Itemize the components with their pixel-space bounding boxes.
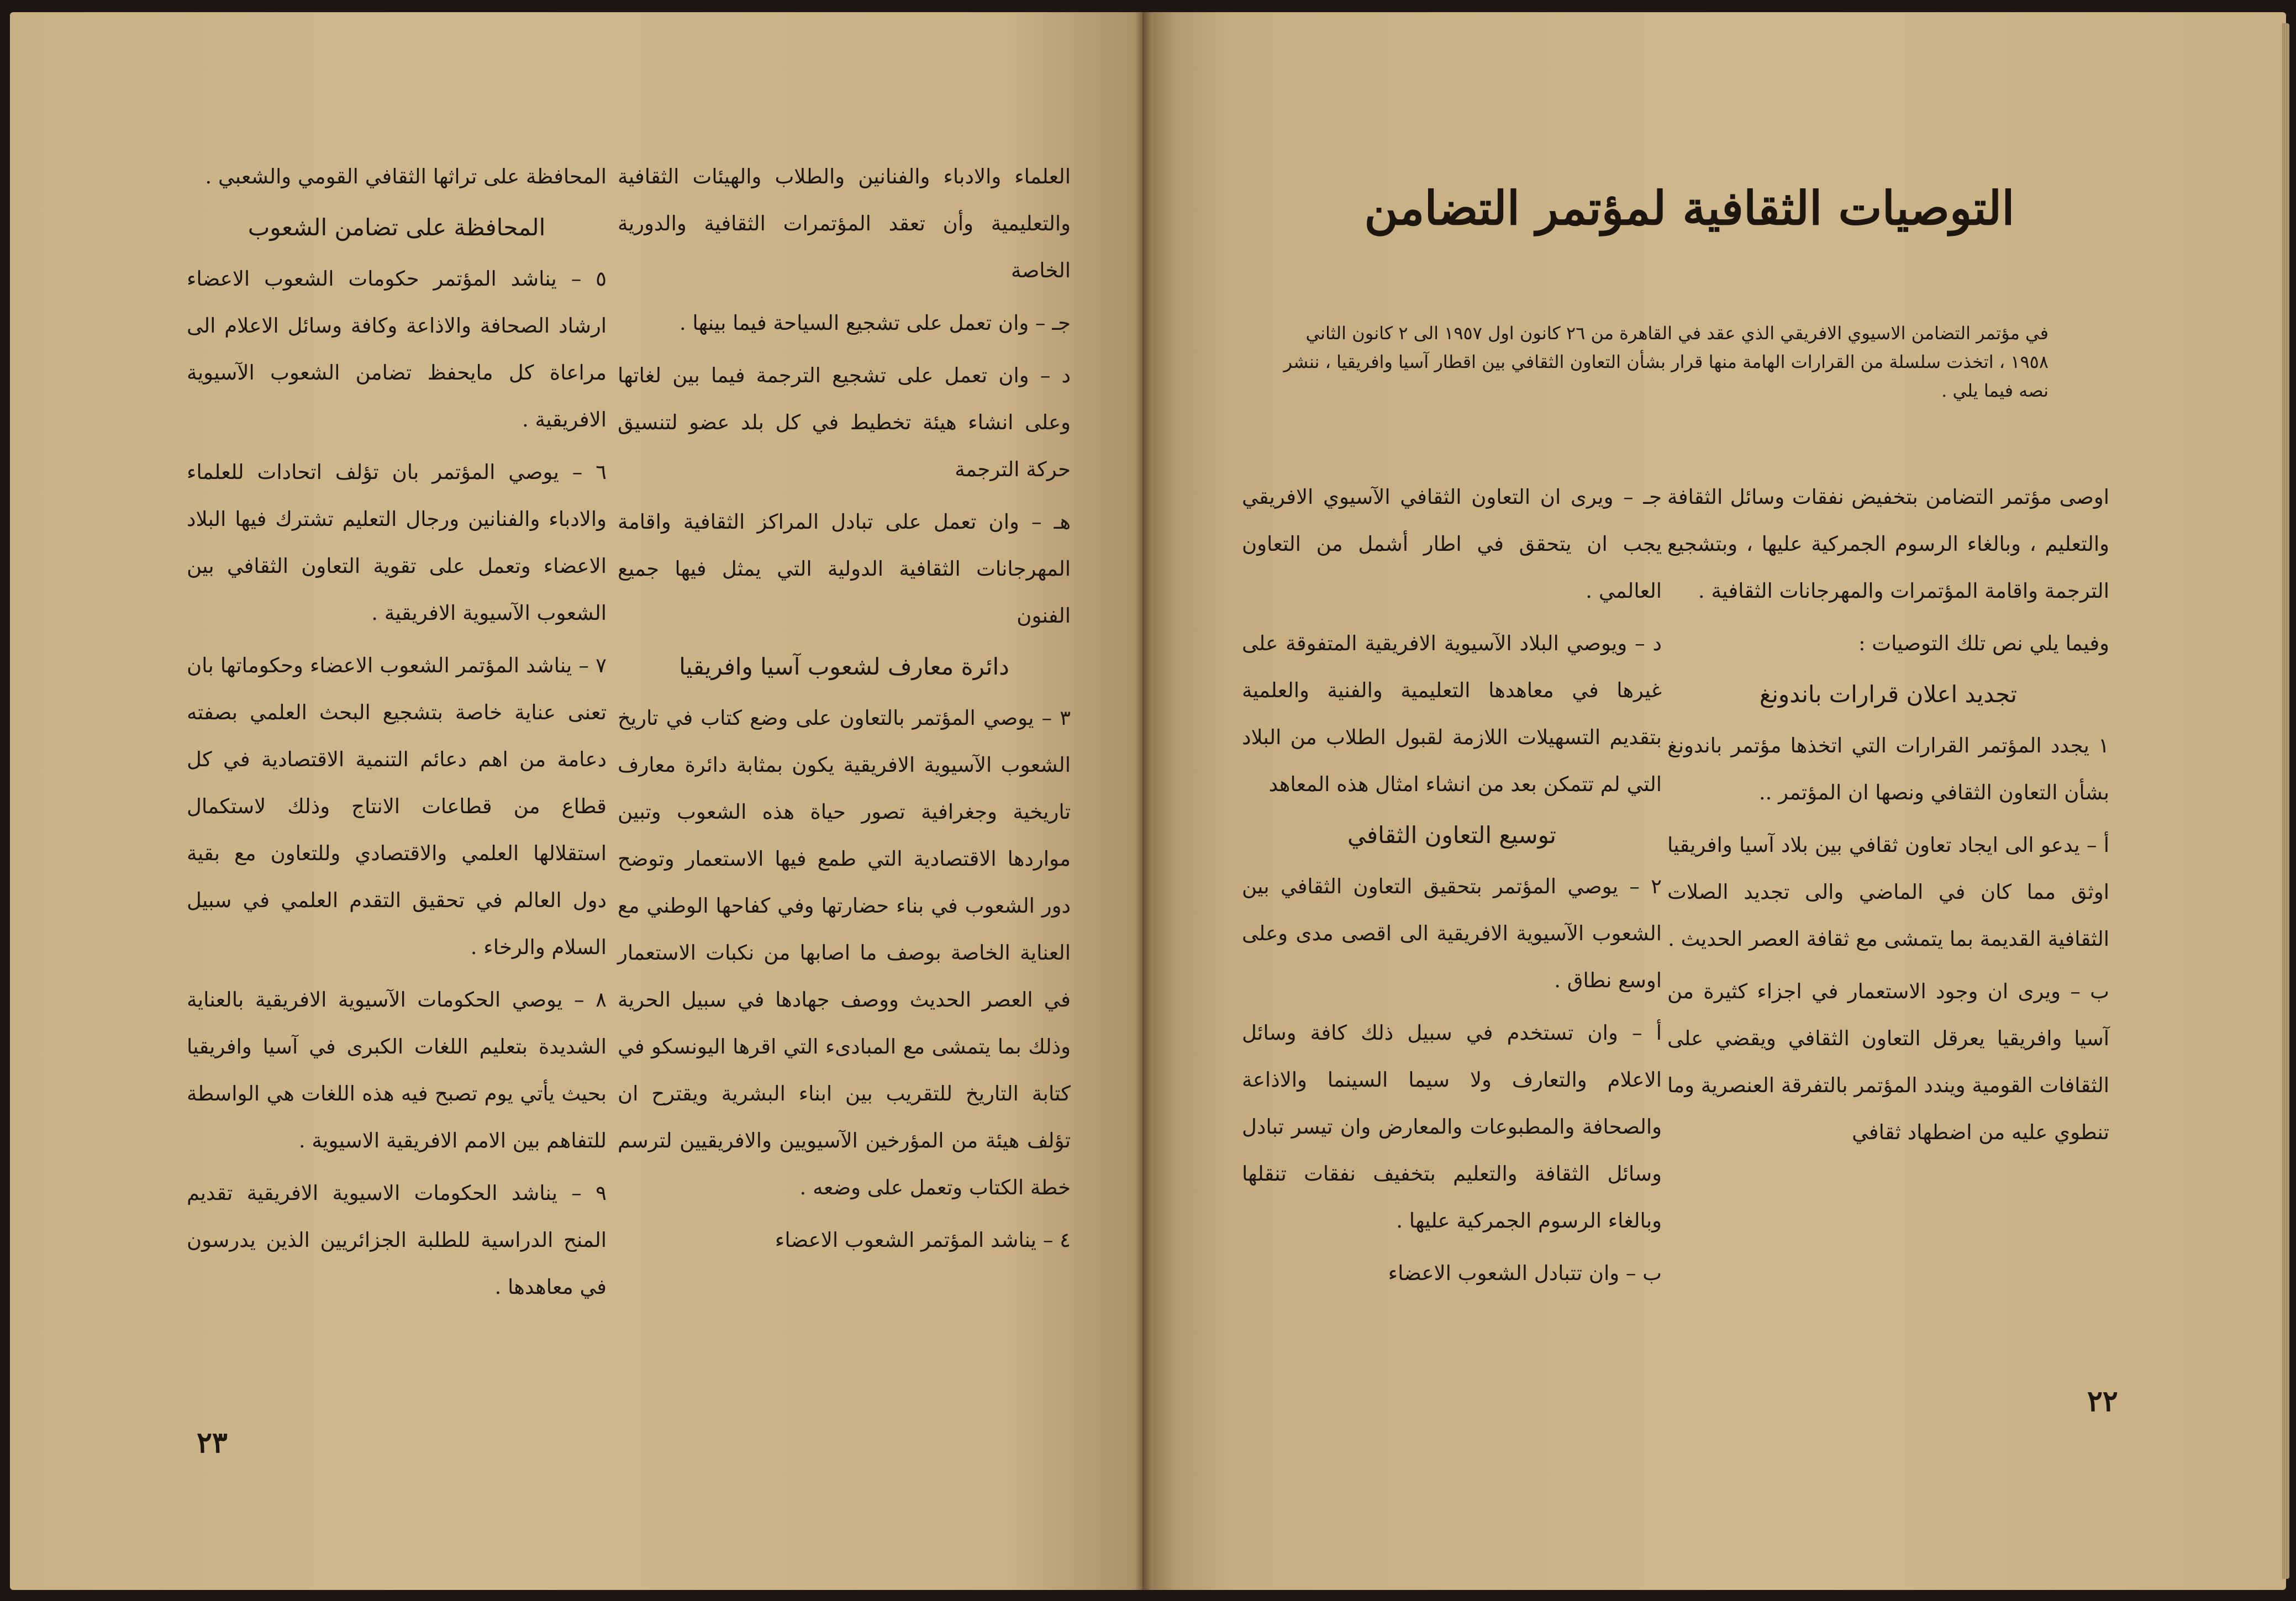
left-page [10, 12, 1142, 1590]
left-page-left-column [187, 153, 607, 1316]
left-page-right-column [618, 153, 1071, 1269]
section-heading: توسيع التعاون الثقافي [1347, 821, 1556, 849]
book-gutter [1135, 12, 1151, 1590]
paragraph: د – ويوصي البلاد الآسيوية الافريقية المتفوقة على غيرها في معاهدها التعليمية والفنية والعلمية بتقديم التسهيلات اللازمة لقبول الطلاب من البلاد التي لم تتمكن بعد من انشاء امثال هذه المعاهد [1242, 631, 1662, 796]
section-heading: المحافظة على تضامن الشعوب [247, 214, 546, 241]
paragraph: جـ – ويرى ان التعاون الثقافي الآسيوي الافريقي يجب ان يتحقق في اطار أشمل من التعاون العالمي . [1242, 485, 1662, 603]
page-number: ٢٣ [197, 1426, 228, 1460]
paragraph: العلماء والادباء والفنانين والطلاب والهيئات الثقافية والتعليمية وأن تعقد المؤتمرات الثقافية والدورية الخاصة [618, 165, 1071, 282]
paragraph: ٩ – يناشد الحكومات الاسيوية الافريقية تقديم المنح الدراسية للطلبة الجزائريين الذين يدرسون في معاهدها . [187, 1181, 607, 1299]
paragraph: ٨ – يوصي الحكومات الآسيوية الافريقية بالعناية الشديدة بتعليم اللغات الكبرى في آسيا وافريقيا بحيث يأتي يوم تصبح فيه هذه اللغات هي الواسطة للتفاهم بين الامم الافريقية الاسيوية . [187, 988, 607, 1152]
right-page [1142, 12, 2286, 1590]
paragraph: ٧ – يناشد المؤتمر الشعوب الاعضاء وحكوماتها بان تعنى عناية خاصة بتشجيع البحث العلمي بصفته دعامة من اهم دعائم التنمية الاقتصادية في كل قطاع من قطاعات الانتاج وذلك لاستكمال استقلالها العلمي والاقتصادي وللتعاون مع بقية دول العالم في تحقيق التقدم العلمي في سبيل السلام والرخاء . [187, 654, 607, 959]
intro-paragraph: في مؤتمر التضامن الاسيوي الافريقي الذي عقد في القاهرة من ٢٦ كانون اول ١٩٥٧ الى ٢ كانون الثاني ١٩٥٨ ، اتخذت سلسلة من القرارات الهامة منها قرار بشأن التعاون الثقافي بين اقطار آسيا وافريقيا ، ننشر نصه فيما يلي . [1283, 323, 2049, 401]
paragraph: أ – وان تستخدم في سبيل ذلك كافة وسائل الاعلام والتعارف ولا سيما السينما والاذاعة والصحافة والمطبوعات والمعارض وان تيسر تبادل وسائل الثقافة والتعليم بتخفيف نفقات تنقلها وبالغاء الرسوم الجمركية عليها . [1242, 1021, 1662, 1233]
book-spread [10, 12, 2286, 1590]
right-page-right-column [1667, 473, 2109, 1161]
right-page-left-column [1242, 473, 1662, 1302]
section-heading: تجديد اعلان قرارات باندونغ [1759, 681, 2018, 708]
paragraph: ٢ – يوصي المؤتمر بتحقيق التعاون الثقافي بين الشعوب الآسيوية الافريقية الى اقصى مدى وعلى اوسع نطاق . [1242, 875, 1662, 992]
page-number: ٢٢ [2087, 1384, 2118, 1418]
paragraph: جـ – وان تعمل على تشجيع السياحة فيما بينها . [679, 311, 1071, 335]
paragraph: د – وان تعمل على تشجيع الترجمة فيما بين لغاتها وعلى انشاء هيئة تخطيط في كل بلد عضو لتنسيق حركة الترجمة [618, 364, 1071, 481]
section-heading: دائرة معارف لشعوب آسيا وافريقيا [679, 653, 1009, 680]
paragraph: هـ – وان تعمل على تبادل المراكز الثقافية واقامة المهرجانات الثقافية الدولية التي يمثل فيها جميع الفنون [618, 510, 1071, 628]
paragraph: ٤ – يناشد المؤتمر الشعوب الاعضاء [775, 1228, 1071, 1252]
paragraph: ٥ – يناشد المؤتمر حكومات الشعوب الاعضاء ارشاد الصحافة والاذاعة وكافة وسائل الاعلام الى مراعاة كل مايحفظ تضامن الشعوب الآسيوية الافريقية . [187, 267, 607, 431]
page-title: التوصيات الثقافية لمؤتمر التضامن [1364, 181, 2015, 235]
page-edges [2282, 23, 2289, 1579]
paragraph: ٦ – يوصي المؤتمر بان تؤلف اتحادات للعلماء والادباء والفنانين ورجال التعليم تشترك فيها البلاد الاعضاء وتعمل على تقوية التعاون الثقافي بين الشعوب الآسيوية الافريقية . [187, 460, 607, 625]
paragraph: اوصى مؤتمر التضامن بتخفيض نفقات وسائل الثقافة والتعليم ، وبالغاء الرسوم الجمركية عليها ، وبتشجيع الترجمة واقامة المؤتمرات والمهرجانات الثقافية . [1667, 485, 2109, 603]
paragraph: ١ يجدد المؤتمر القرارات التي اتخذها مؤتمر باندونغ بشأن التعاون الثقافي ونصها ان المؤتمر .. [1667, 734, 2109, 804]
paragraph: أ – يدعو الى ايجاد تعاون ثقافي بين بلاد آسيا وافريقيا اوثق مما كان في الماضي والى تجديد الصلات الثقافية القديمة بما يتمشى مع ثقافة العصر الحديث . [1667, 833, 2109, 951]
paragraph: ٣ – يوصي المؤتمر بالتعاون على وضع كتاب في تاريخ الشعوب الآسيوية الافريقية يكون بمثابة دائرة معارف تاريخية وجغرافية تصور حياة هذه الشعوب وتبين مواردها الاقتصادية التي طمع فيها الاستعمار وتوضح دور الشعوب في بناء حضارتها وفي كفاحها الوطني مع العناية الخاصة بوصف ما اصابها من نكبات الاستعمار في العصر الحديث ووصف جهادها في سبيل الحرية وذلك بما يتمشى مع المبادىء التي اقرها اليونسكو في كتابة التاريخ للتقريب بين ابناء البشرية ويقترح ان تؤلف هيئة من المؤرخين الآسيويين والافريقيين لترسم خطة الكتاب وتعمل على وضعه . [618, 706, 1071, 1199]
paragraph: ب – وان تتبادل الشعوب الاعضاء [1388, 1261, 1662, 1285]
paragraph: وفيما يلي نص تلك التوصيات : [1858, 631, 2109, 655]
paragraph: ب – ويرى ان وجود الاستعمار في اجزاء كثيرة من آسيا وافريقيا يعرقل التعاون الثقافي ويقضي على الثقافات القومية ويندد المؤتمر بالتفرقة العنصرية وما تنطوي عليه من اضطهاد ثقافي [1667, 979, 2109, 1144]
paragraph: المحافظة على تراثها الثقافي القومي والشعبي . [205, 165, 607, 188]
